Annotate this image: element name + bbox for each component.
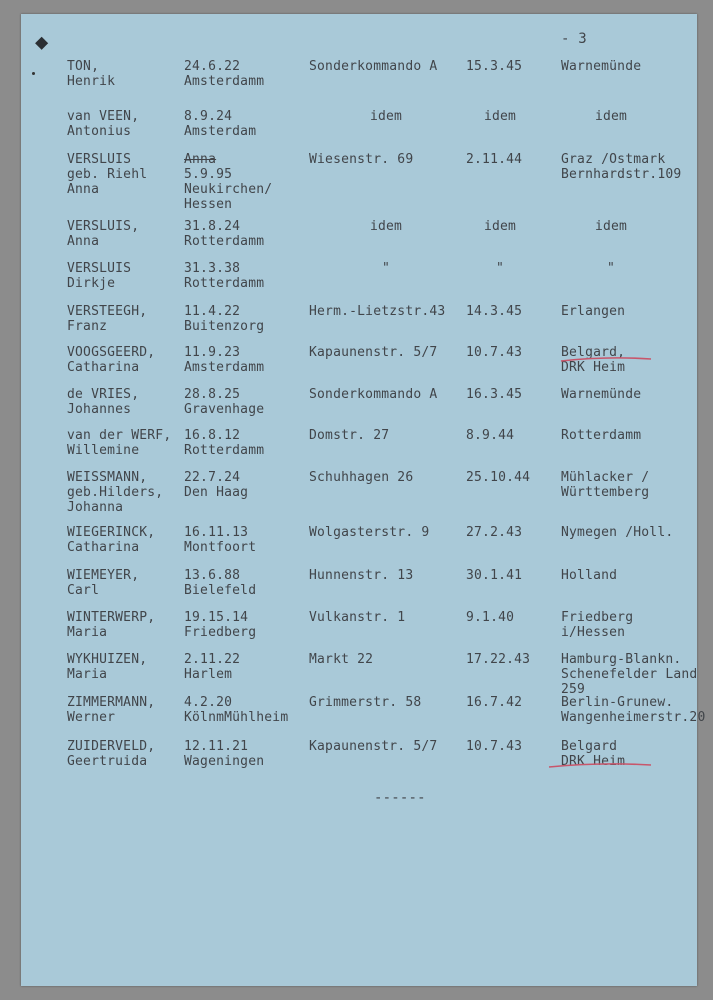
dest-cell: " — [606, 261, 616, 276]
name-cell: WYKHUIZEN, — [67, 652, 148, 667]
birth-cell: Rotterdamm — [184, 276, 265, 291]
address-cell: Herm.-Lietzstr.43 — [309, 304, 446, 319]
birth-cell: Neukirchen/ — [184, 182, 273, 197]
end-mark: ------ — [374, 790, 426, 806]
birth-cell: 31.3.38 — [184, 261, 241, 276]
name-cell: Antonius — [67, 124, 132, 139]
birth-cell: Amsterdam — [184, 124, 257, 139]
date-cell: 8.9.44 — [466, 428, 515, 443]
address-cell: " — [381, 261, 391, 276]
name-cell: Geertruida — [67, 754, 148, 769]
name-cell: de VRIES, — [67, 387, 140, 402]
birth-cell: Bielefeld — [184, 583, 257, 598]
birth-cell: 2.11.22 — [184, 652, 241, 667]
dest-cell: idem — [594, 219, 628, 234]
name-cell: Anna — [67, 234, 100, 249]
dest-cell: 259 — [561, 682, 586, 697]
dest-cell: i/Hessen — [561, 625, 626, 640]
name-cell: WIEGERINCK, — [67, 525, 156, 540]
dest-cell: Belgard — [561, 739, 618, 754]
birth-cell: Buitenzorg — [184, 319, 265, 334]
birth-cell: Anna — [184, 152, 217, 167]
birth-cell: Hessen — [184, 197, 233, 212]
date-cell: 16.3.45 — [466, 387, 523, 402]
birth-cell: KölnmMühlheim — [184, 710, 289, 725]
name-cell: Dirkje — [67, 276, 116, 291]
dest-cell: Schenefelder Land — [561, 667, 698, 682]
name-cell: van der WERF, — [67, 428, 172, 443]
birth-cell: Den Haag — [184, 485, 249, 500]
birth-cell: Gravenhage — [184, 402, 265, 417]
name-cell: Catharina — [67, 360, 140, 375]
date-cell: idem — [483, 219, 517, 234]
address-cell: Sonderkommando A — [309, 387, 438, 402]
name-cell: Anna — [67, 182, 100, 197]
red-underline — [561, 356, 651, 364]
name-cell: Willemine — [67, 443, 140, 458]
name-cell: Werner — [67, 710, 116, 725]
address-cell: Sonderkommando A — [309, 59, 438, 74]
dest-cell: Warnemünde — [561, 387, 642, 402]
birth-cell: 8.9.24 — [184, 109, 233, 124]
dest-cell: DRK Heim — [561, 754, 626, 769]
birth-cell: Montfoort — [184, 540, 257, 555]
date-cell: 10.7.43 — [466, 345, 523, 360]
name-cell: Maria — [67, 667, 108, 682]
address-cell: Kapaunenstr. 5/7 — [309, 345, 438, 360]
name-cell: WINTERWERP, — [67, 610, 156, 625]
date-cell: 27.2.43 — [466, 525, 523, 540]
date-cell: idem — [483, 109, 517, 124]
birth-cell: Harlem — [184, 667, 233, 682]
name-cell: WIEMEYER, — [67, 568, 140, 583]
dest-cell: Rotterdamm — [561, 428, 642, 443]
date-cell: 2.11.44 — [466, 152, 523, 167]
birth-cell: Wageningen — [184, 754, 265, 769]
birth-cell: Amsterdamm — [184, 360, 265, 375]
date-cell: 10.7.43 — [466, 739, 523, 754]
name-cell: TON, — [67, 59, 100, 74]
birth-cell: 31.8.24 — [184, 219, 241, 234]
birth-cell: 16.11.13 — [184, 525, 249, 540]
red-underline — [549, 762, 651, 770]
name-cell: Maria — [67, 625, 108, 640]
birth-cell: 19.15.14 — [184, 610, 249, 625]
address-cell: Grimmerstr. 58 — [309, 695, 422, 710]
name-cell: Johannes — [67, 402, 132, 417]
address-cell: Hunnenstr. 13 — [309, 568, 414, 583]
birth-cell: 28.8.25 — [184, 387, 241, 402]
address-cell: Wolgasterstr. 9 — [309, 525, 430, 540]
birth-cell: Rotterdamm — [184, 234, 265, 249]
name-cell: geb. Riehl — [67, 167, 148, 182]
document-sheet — [21, 14, 706, 986]
name-cell: ZIMMERMANN, — [67, 695, 156, 710]
name-cell: VERSTEEGH, — [67, 304, 148, 319]
name-cell: WEISSMANN, — [67, 470, 148, 485]
pen-mark-icon: ◆ — [35, 30, 49, 55]
date-cell: " — [495, 261, 505, 276]
address-cell: Schuhhagen 26 — [309, 470, 414, 485]
dest-cell: Bernhardstr.109 — [561, 167, 682, 182]
dest-cell: Belgard, — [561, 345, 626, 360]
dest-cell: Nymegen /Holl. — [561, 525, 674, 540]
date-cell: 15.3.45 — [466, 59, 523, 74]
dest-cell: Wangenheimerstr.20 — [561, 710, 706, 725]
birth-cell: 16.8.12 — [184, 428, 241, 443]
birth-cell: 11.9.23 — [184, 345, 241, 360]
name-cell: VERSLUIS — [67, 152, 132, 167]
address-cell: Markt 22 — [309, 652, 374, 667]
date-cell: 14.3.45 — [466, 304, 523, 319]
dest-cell: Graz /Ostmark — [561, 152, 666, 167]
dest-cell: Warnemünde — [561, 59, 642, 74]
birth-cell: Amsterdamm — [184, 74, 265, 89]
dest-cell: idem — [594, 109, 628, 124]
dest-cell: Holland — [561, 568, 618, 583]
dest-cell: Berlin-Grunew. — [561, 695, 674, 710]
dest-cell: DRK Heim — [561, 360, 626, 375]
address-cell: Wiesenstr. 69 — [309, 152, 414, 167]
birth-cell: Friedberg — [184, 625, 257, 640]
name-cell: VERSLUIS, — [67, 219, 140, 234]
address-cell: idem — [369, 219, 403, 234]
name-cell: van VEEN, — [67, 109, 140, 124]
dest-cell: Württemberg — [561, 485, 650, 500]
birth-cell: 13.6.88 — [184, 568, 241, 583]
birth-cell: 11.4.22 — [184, 304, 241, 319]
date-cell: 30.1.41 — [466, 568, 523, 583]
page-number: - 3 — [561, 31, 587, 47]
address-cell: Kapaunenstr. 5/7 — [309, 739, 438, 754]
date-cell: 9.1.40 — [466, 610, 515, 625]
name-cell: ZUIDERVELD, — [67, 739, 156, 754]
name-cell: geb.Hilders, — [67, 485, 164, 500]
date-cell: 25.10.44 — [466, 470, 531, 485]
dest-cell: Hamburg-Blankn. — [561, 652, 682, 667]
address-cell: idem — [369, 109, 403, 124]
name-cell: Catharina — [67, 540, 140, 555]
birth-cell: 22.7.24 — [184, 470, 241, 485]
birth-cell: 5.9.95 — [184, 167, 233, 182]
birth-cell: 12.11.21 — [184, 739, 249, 754]
dest-cell: Mühlacker / — [561, 470, 650, 485]
punch-dot — [32, 72, 35, 75]
name-cell: VOOGSGEERD, — [67, 345, 156, 360]
name-cell: Johanna — [67, 500, 124, 515]
birth-cell: 4.2.20 — [184, 695, 233, 710]
dest-cell: Erlangen — [561, 304, 626, 319]
address-cell: Vulkanstr. 1 — [309, 610, 406, 625]
birth-cell: Rotterdamm — [184, 443, 265, 458]
name-cell: Carl — [67, 583, 100, 598]
name-cell: Henrik — [67, 74, 116, 89]
birth-cell: 24.6.22 — [184, 59, 241, 74]
name-cell: Franz — [67, 319, 108, 334]
date-cell: 16.7.42 — [466, 695, 523, 710]
dest-cell: Friedberg — [561, 610, 634, 625]
address-cell: Domstr. 27 — [309, 428, 390, 443]
name-cell: VERSLUIS — [67, 261, 132, 276]
date-cell: 17.22.43 — [466, 652, 531, 667]
